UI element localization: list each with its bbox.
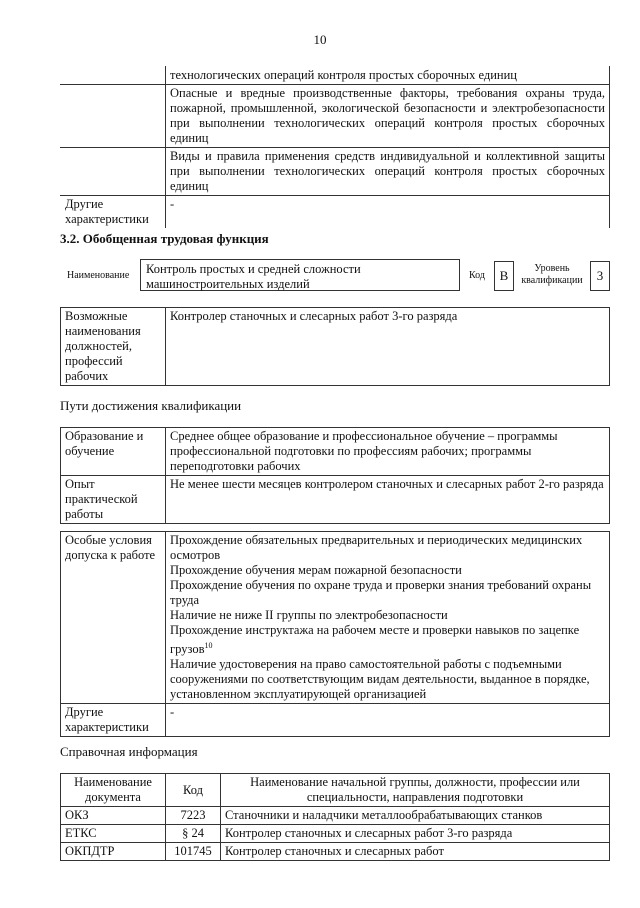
table-header-row: [61, 774, 610, 807]
table-row: [61, 196, 610, 229]
level-label: Уровень квалификации: [521, 263, 583, 286]
row-value: Опасные и вредные производственные факторы, требования охраны труда, пожарной, промышленной, экологической безопасности и электробезопасности при выполнении технологических операций контроля простых сборочных единиц: [166, 85, 610, 148]
table-row: [61, 67, 610, 85]
condition-item-with-footnote: [170, 623, 605, 657]
code-label: Код: [469, 270, 485, 281]
table-row: [61, 308, 610, 386]
row-label: [61, 67, 166, 85]
level-value: 3: [590, 261, 610, 291]
experience-label: Опыт практической работы: [61, 476, 166, 524]
page-number: 10: [313, 32, 327, 47]
reference-table: [60, 773, 610, 861]
conditions-list: [166, 532, 610, 704]
positions-table: [60, 307, 610, 386]
reference-title: Справочная информация: [60, 744, 198, 759]
column-header: Наименование начальной группы, должности, профессии или специальности, направления подготовки: [221, 774, 610, 807]
education-value: Среднее общее образование и профессиональное обучение – программы профессиональной подготовки по профессиям рабочих; программы переподготовки рабочих: [166, 428, 610, 476]
condition-item: Наличие не ниже II группы по электробезопасности: [170, 608, 448, 622]
table-row: [61, 428, 610, 476]
footnote-mark: 10: [204, 641, 213, 650]
column-header: Код: [166, 774, 221, 807]
column-header: Наименование документа: [61, 774, 166, 807]
paths-title: Пути достижения квалификации: [60, 398, 242, 413]
other-characteristics-value: -: [166, 704, 610, 737]
condition-item: Прохождение обучения мерам пожарной безопасности: [170, 563, 462, 577]
row-value: технологических операций контроля простых сборочных единиц: [166, 67, 610, 85]
table-row: [61, 85, 610, 148]
other-characteristics-label: Другие характеристики: [61, 704, 166, 737]
table-cell: 7223: [166, 807, 221, 825]
row-label: [61, 148, 166, 196]
table-row: [61, 532, 610, 704]
row-value: Виды и правила применения средств индивидуальной и коллективной защиты при выполнении технологических операций контроля простых сборочных единиц: [166, 148, 610, 196]
education-label: Образование и обучение: [61, 428, 166, 476]
table-cell: ОКЗ: [61, 807, 166, 825]
positions-label: Возможные наименования должностей, профессий рабочих: [61, 308, 166, 386]
table-row: [61, 148, 610, 196]
condition-item: Прохождение обучения по охране труда и проверки знания требований охраны труда: [170, 578, 592, 607]
table-row: [61, 807, 610, 825]
table-cell: § 24: [166, 825, 221, 843]
row-label: [61, 85, 166, 148]
name-label: Наименование: [67, 270, 130, 281]
table-row: [61, 476, 610, 524]
table-cell: ЕТКС: [61, 825, 166, 843]
condition-item: Прохождение обязательных предварительных и периодических медицинских осмотров: [170, 533, 583, 562]
other-characteristics-value: -: [166, 196, 610, 229]
table-row: [61, 843, 610, 861]
table-cell: Контролер станочных и слесарных работ 3-го разряда: [221, 825, 610, 843]
table-cell: ОКПДТР: [61, 843, 166, 861]
table-cell: Контролер станочных и слесарных работ: [221, 843, 610, 861]
paths-table: [60, 427, 610, 524]
table-cell: 101745: [166, 843, 221, 861]
conditions-label: Особые условия допуска к работе: [61, 532, 166, 704]
section-title: 3.2. Обобщенная трудовая функция: [60, 231, 269, 246]
condition-item: Наличие удостоверения на право самостоятельной работы с подъемными сооружениями по соответствующим видам деятельности, выданное в порядке, установленном эксплуатирующей организацией: [170, 657, 590, 702]
other-characteristics-label: Другие характеристики: [61, 196, 166, 229]
table-row: [61, 704, 610, 737]
table-row: [61, 825, 610, 843]
experience-value: Не менее шести месяцев контролером станочных и слесарных работ 2-го разряда: [166, 476, 610, 524]
code-value: В: [494, 261, 514, 291]
condition-item: Прохождение инструктажа на рабочем месте и проверки навыков по зацепке грузов: [170, 623, 580, 657]
continuation-table: [60, 66, 610, 229]
table-cell: Станочники и наладчики металлообрабатывающих станков: [221, 807, 610, 825]
conditions-table: [60, 531, 610, 737]
name-value: Контроль простых и средней сложности машиностроительных изделий: [140, 259, 460, 291]
positions-value: Контролер станочных и слесарных работ 3-го разряда: [166, 308, 610, 386]
